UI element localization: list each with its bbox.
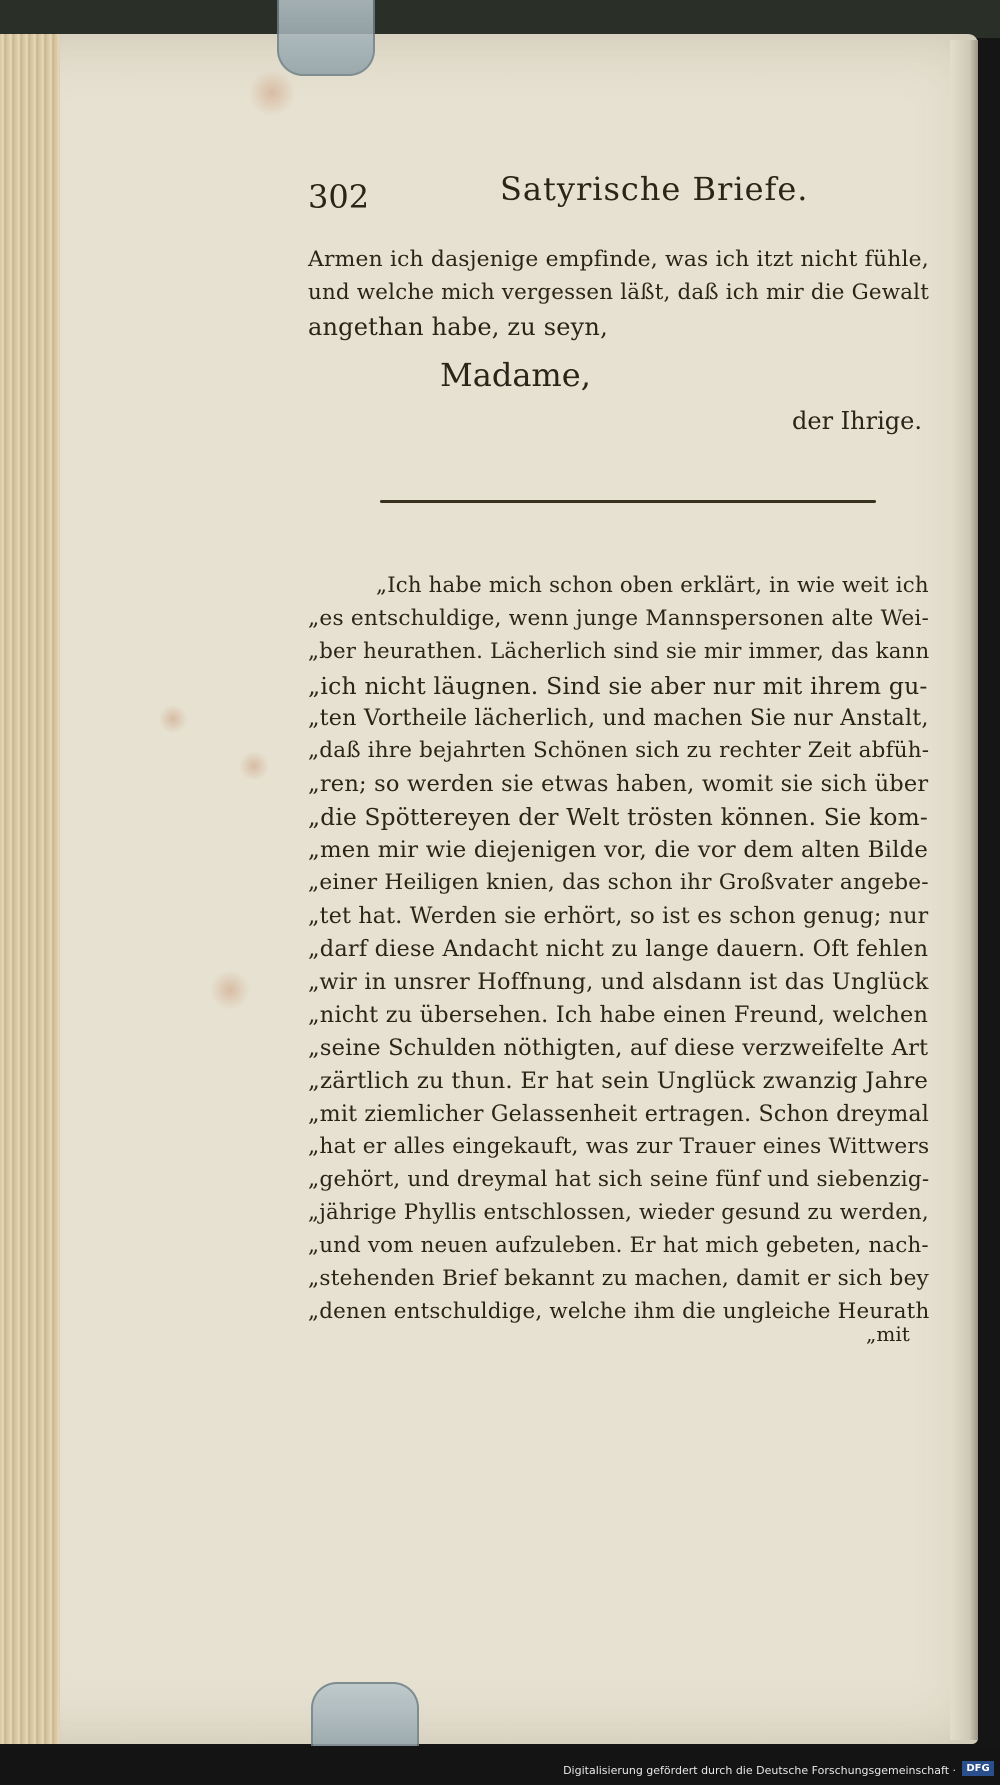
body-line: „men mir wie diejenigen vor, die vor dem alten Bilde: [308, 837, 929, 863]
dfg-logo: DFG: [962, 1761, 994, 1776]
body-line: „ber heurathen. Lächerlich sind sie mir immer, das kann: [308, 639, 930, 664]
scan-top-border: [0, 0, 1000, 38]
body-line: „mit ziemlicher Gelassenheit ertragen. Schon dreymal: [308, 1101, 930, 1127]
body-line: „die Spöttereyen der Welt trösten können. Sie kom-: [308, 804, 928, 831]
digitization-credit: Digitalisierung gefördert durch die Deutsche Forschungsgemeinschaft ·: [563, 1764, 956, 1777]
stain-mark: [248, 70, 296, 116]
body-line: „jährige Phyllis entschlossen, wieder gesund zu werden,: [308, 1200, 929, 1225]
page-gutter-shadow: [950, 40, 978, 1740]
body-line: „stehenden Brief bekannt zu machen, damit er sich bey: [308, 1266, 929, 1291]
stain-mark: [210, 970, 250, 1010]
body-line: „Ich habe mich schon oben erklärt, in wie weit ich: [376, 573, 929, 598]
body-line: „darf diese Andacht nicht zu lange dauern. Oft fehlen: [308, 936, 929, 962]
page-clip-top: [277, 0, 375, 76]
page-stack-edge: [0, 34, 60, 1744]
body-line: „gehört, und dreymal hat sich seine fünf und siebenzig-: [308, 1167, 930, 1192]
body-line: „wir in unsrer Hoffnung, und alsdann ist das Unglück: [308, 969, 929, 995]
body-line: „nicht zu übersehen. Ich habe einen Freund, welchen: [308, 1002, 929, 1028]
body-line: „daß ihre bejahrten Schönen sich zu rechter Zeit abfüh-: [308, 738, 930, 763]
body-line: „ten Vortheile lächerlich, und machen Sie nur Anstalt,: [308, 705, 929, 731]
signature: der Ihrige.: [792, 407, 922, 435]
salutation: Madame,: [440, 356, 591, 394]
running-title: Satyrische Briefe.: [500, 170, 809, 208]
body-line: „denen entschuldige, welche ihm die ungleiche Heurath: [308, 1299, 930, 1324]
stain-mark: [238, 752, 270, 780]
letter-end-line: Armen ich dasjenige empfinde, was ich itzt nicht fühle,: [308, 247, 929, 272]
body-line: „es entschuldige, wenn junge Mannspersonen alte Wei-: [308, 606, 930, 631]
body-line: „einer Heiligen knien, das schon ihr Großvater angebe-: [308, 870, 929, 895]
body-line: „seine Schulden nöthigten, auf diese verzweifelte Art: [308, 1035, 929, 1061]
catchword: „mit: [866, 1322, 910, 1346]
letter-end-line: angethan habe, zu seyn,: [308, 313, 608, 341]
page-number: 302: [308, 178, 370, 216]
body-line: „ren; so werden sie etwas haben, womit sie sich über: [308, 771, 929, 797]
body-line: „tet hat. Werden sie erhört, so ist es schon genug; nur: [308, 903, 929, 929]
letter-end-line: und welche mich vergessen läßt, daß ich mir die Gewalt: [308, 280, 930, 305]
body-line: „und vom neuen aufzuleben. Er hat mich gebeten, nach-: [308, 1233, 929, 1258]
page-clip-bottom: [311, 1682, 419, 1754]
body-line: „zärtlich zu thun. Er hat sein Unglück zwanzig Jahre: [308, 1068, 929, 1094]
body-line: „ich nicht läugnen. Sind sie aber nur mit ihrem gu-: [308, 672, 928, 700]
stain-mark: [158, 705, 188, 733]
body-line: „hat er alles eingekauft, was zur Trauer eines Wittwers: [308, 1134, 930, 1159]
section-divider-rule: [380, 500, 876, 503]
